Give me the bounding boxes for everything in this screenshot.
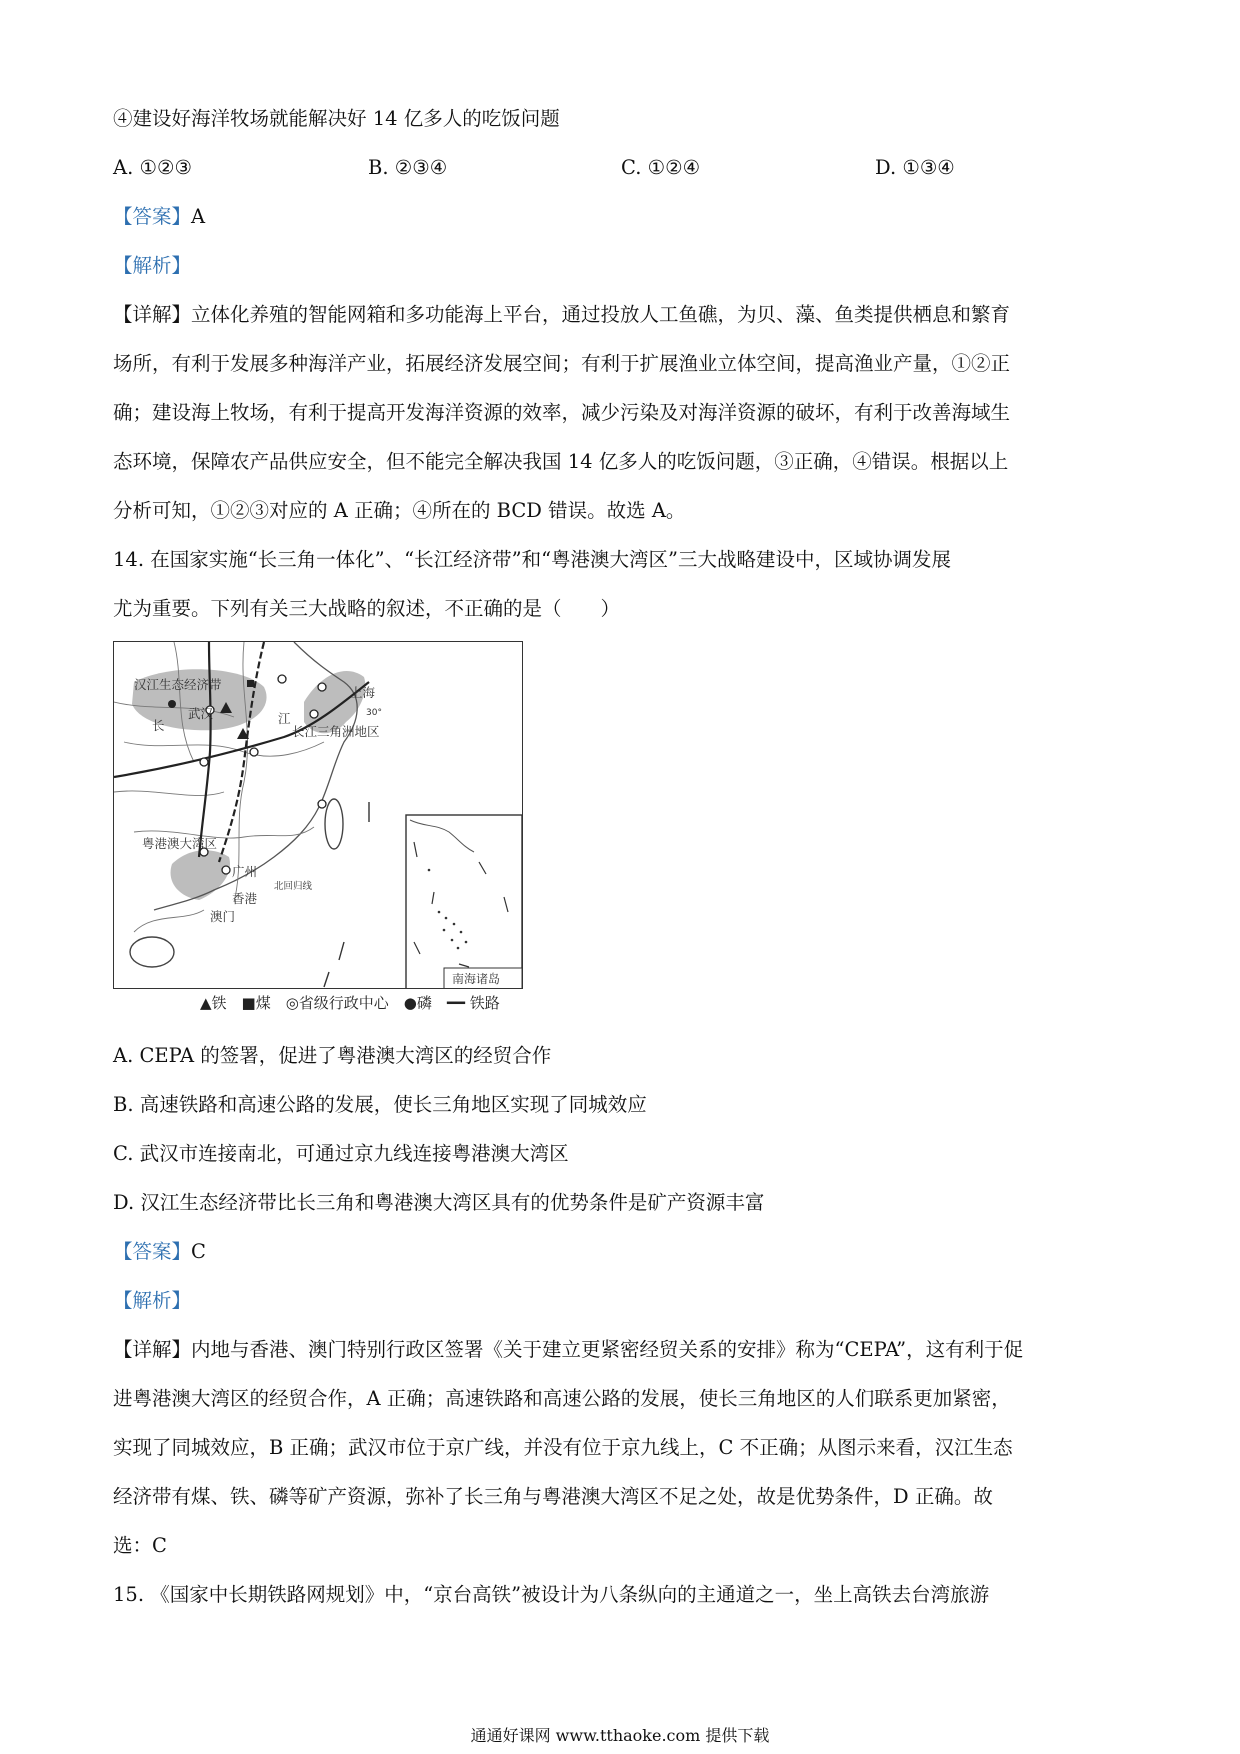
label-lat30: 30° bbox=[366, 708, 382, 718]
label-ygadwq: 粤港澳大湾区 bbox=[142, 836, 218, 851]
q15-stem-line-1: 15. 《国家中长期铁路网规划》中，“京台高铁”被设计为八条纵向的主通道之一，坐上高铁去台湾旅游 bbox=[113, 1583, 990, 1606]
q14-option-d: D. 汉江生态经济带比长三角和粤港澳大湾区具有的优势条件是矿产资源丰富 bbox=[113, 1191, 765, 1214]
q13-option-b: B. ②③④ bbox=[368, 156, 448, 179]
q13-analysis-tag: 【解析】 bbox=[113, 254, 192, 277]
label-tropic: 北回归线 bbox=[274, 881, 313, 892]
taiwan-island bbox=[325, 799, 343, 849]
coal-symbol bbox=[247, 680, 254, 687]
q14-analysis-tag: 【解析】 bbox=[113, 1289, 192, 1312]
q14-stem-line-2: 尤为重要。下列有关三大战略的叙述，不正确的是（ ） bbox=[113, 597, 621, 620]
q14-option-c: C. 武汉市连接南北，可通过京九线连接粤港澳大湾区 bbox=[113, 1142, 569, 1165]
answer-value: A bbox=[191, 205, 206, 228]
detail-text: 内地与香港、澳门特别行政区签署《关于建立更紧密经贸关系的安排》称为“CEPA”，这有利于促 bbox=[191, 1338, 1024, 1361]
detail-text: 立体化养殖的智能网箱和多功能海上平台，通过投放人工鱼礁，为贝、藻、鱼类提供栖息和繁育 bbox=[191, 303, 1011, 326]
label-chang: 长 bbox=[152, 718, 165, 733]
map-drawing bbox=[114, 642, 523, 989]
answer-value: C bbox=[191, 1240, 206, 1263]
label-xianggang: 香港 bbox=[232, 891, 258, 906]
south-china-sea-inset bbox=[406, 815, 522, 989]
q14-answer bbox=[113, 1238, 1123, 1266]
china-strategy-map bbox=[113, 641, 523, 989]
q13-detail-line-4: 态环境，保障农产品供应安全，但不能完全解决我国 14 亿多人的吃饭问题，③正确，④错误。根据以上 bbox=[113, 450, 1009, 473]
detail-tag: 【详解】 bbox=[113, 1338, 192, 1361]
label-guangzhou: 广州 bbox=[232, 864, 258, 879]
q14-detail-line-5: 选：C bbox=[113, 1534, 167, 1557]
map-legend: ▲铁 ■煤 ◎省级行政中心 ●磷 ━━ 铁路 bbox=[200, 994, 500, 1012]
q13-detail-line-1 bbox=[113, 301, 1123, 329]
q13-stem-line: ④建设好海洋牧场就能解决好 14 亿多人的吃饭问题 bbox=[113, 107, 560, 130]
q14-option-b: B. 高速铁路和高速公路的发展，使长三角地区实现了同城效应 bbox=[113, 1093, 647, 1116]
page-footer: 通通好课网 www.tthaoke.com 提供下载 bbox=[470, 1726, 770, 1745]
hainan-island bbox=[130, 937, 174, 967]
label-hanjiang: 汉江生态经济带 bbox=[134, 677, 222, 692]
q13-detail-line-5: 分析可知，①②③对应的 A 正确；④所在的 BCD 错误。故选 A。 bbox=[113, 499, 686, 522]
q13-detail-line-2: 场所，有利于发展多种海洋产业，拓展经济发展空间；有利于扩展渔业立体空间，提高渔业产量，①②正 bbox=[113, 352, 1011, 375]
q14-detail-line-4: 经济带有煤、铁、磷等矿产资源，弥补了长三角与粤港澳大湾区不足之处，故是优势条件，D 正确。故 bbox=[113, 1485, 993, 1508]
detail-tag: 【详解】 bbox=[113, 303, 192, 326]
q13-answer bbox=[113, 203, 1123, 231]
phosphorus-symbol bbox=[168, 700, 176, 708]
q14-stem-line-1: 14. 在国家实施“长三角一体化”、“长江经济带”和“粤港澳大湾区”三大战略建设中，区域协调发展 bbox=[113, 548, 952, 571]
q14-detail-line-3: 实现了同城效应，B 正确；武汉市位于京广线，并没有位于京九线上，C 不正确；从图示来看，汉江生态 bbox=[113, 1436, 1013, 1459]
q13-detail-line-3: 确；建设海上牧场，有利于提高开发海洋资源的效率，减少污染及对海洋资源的破坏，有利于改善海域生 bbox=[113, 401, 1011, 424]
q14-detail-line-2: 进粤港澳大湾区的经贸合作，A 正确；高速铁路和高速公路的发展，使长三角地区的人们联系更加紧密， bbox=[113, 1387, 1011, 1410]
label-jiang: 江 bbox=[278, 711, 291, 726]
q13-option-d: D. ①③④ bbox=[875, 156, 955, 179]
q14-option-a: A. CEPA 的签署，促进了粤港澳大湾区的经贸合作 bbox=[113, 1044, 552, 1067]
answer-tag: 【答案】 bbox=[113, 205, 192, 228]
answer-tag: 【答案】 bbox=[113, 1240, 192, 1263]
q14-detail-line-1 bbox=[113, 1336, 1123, 1364]
label-aomen: 澳门 bbox=[210, 909, 236, 924]
label-csj: 长江三角洲地区 bbox=[292, 724, 380, 739]
q13-option-a: A. ①②③ bbox=[113, 156, 192, 179]
q13-option-c: C. ①②④ bbox=[621, 156, 701, 179]
label-wuhan: 武汉 bbox=[188, 706, 214, 721]
label-shanghai: 上海 bbox=[350, 685, 376, 700]
label-nanhai: 南海诸岛 bbox=[452, 972, 501, 986]
